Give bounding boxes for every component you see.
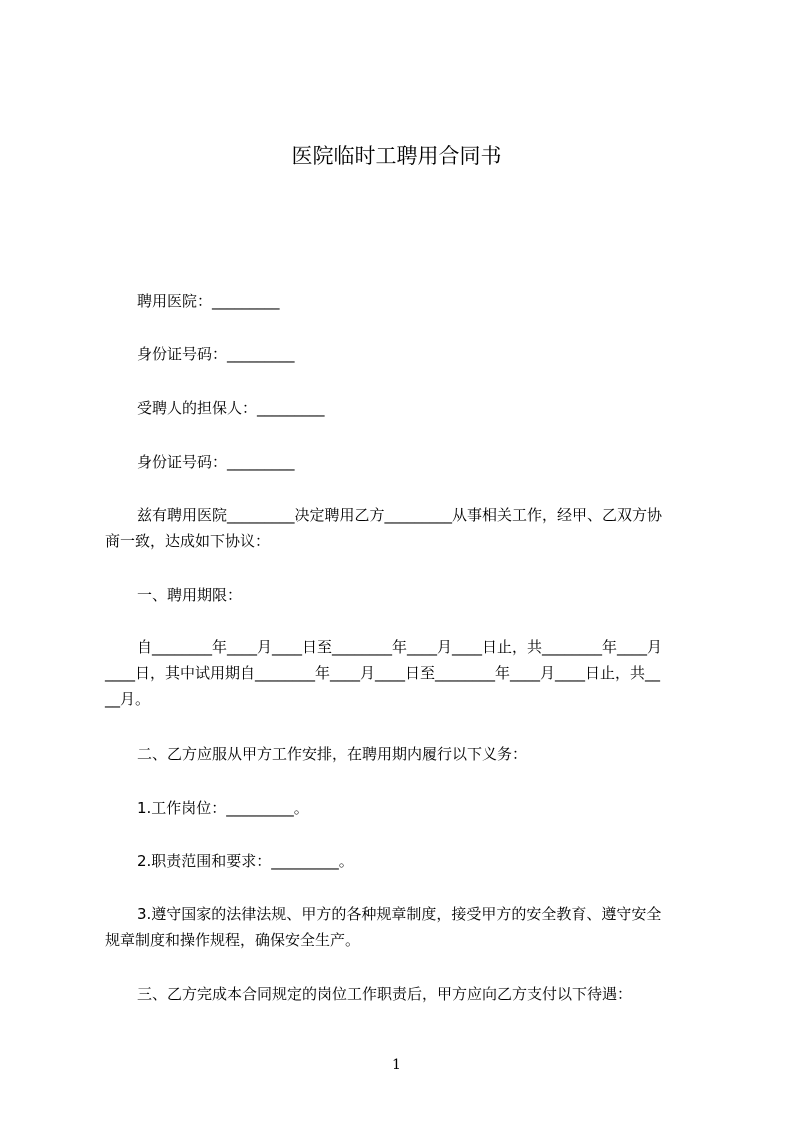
section2-item-2: 2.职责范围和要求：_________。 [137, 852, 354, 870]
section2-item-3 [105, 901, 700, 953]
section1-heading: 一、聘用期限： [137, 586, 243, 604]
section2-item-3-line-1: 3.遵守国家的法律法规、甲方的各种规章制度，接受甲方的安全教育、遵守安全 [137, 905, 662, 923]
intro-line-1: 兹有聘用医院_________决定聘用乙方_________从事相关工作，经甲、乙双方协 [137, 506, 663, 524]
section2-heading: 二、乙方应服从甲方工作安排，在聘用期内履行以下义务： [137, 745, 528, 763]
section3-heading: 三、乙方完成本合同规定的岗位工作职责后，甲方应向乙方支付以下待遇： [137, 985, 633, 1003]
intro-line-2: 商一致，达成如下协议： [105, 532, 271, 550]
field-id-number-1: 身份证号码：_________ [137, 345, 295, 363]
section2-item-3-line-2: 规章制度和操作规程，确保安全生产。 [105, 931, 361, 949]
document-title: 医院临时工聘用合同书 [291, 144, 502, 168]
section1-paragraph [105, 634, 700, 712]
intro-paragraph [105, 502, 700, 554]
section1-line-1: 自________年____月____日至________年____月____日止，共________年____月 [137, 638, 663, 656]
section1-line-2: ____日，其中试用期自________年____月____日至________年____月____日止，共__ [105, 664, 661, 682]
section1-line-3: __月。 [105, 690, 151, 708]
field-guarantor: 受聘人的担保人：_________ [137, 399, 325, 417]
field-id-number-2: 身份证号码：_________ [137, 453, 295, 471]
section2-item-1: 1.工作岗位：_________。 [137, 799, 309, 817]
field-hospital: 聘用医院：_________ [137, 292, 280, 310]
page-number: 1 [392, 1057, 401, 1073]
